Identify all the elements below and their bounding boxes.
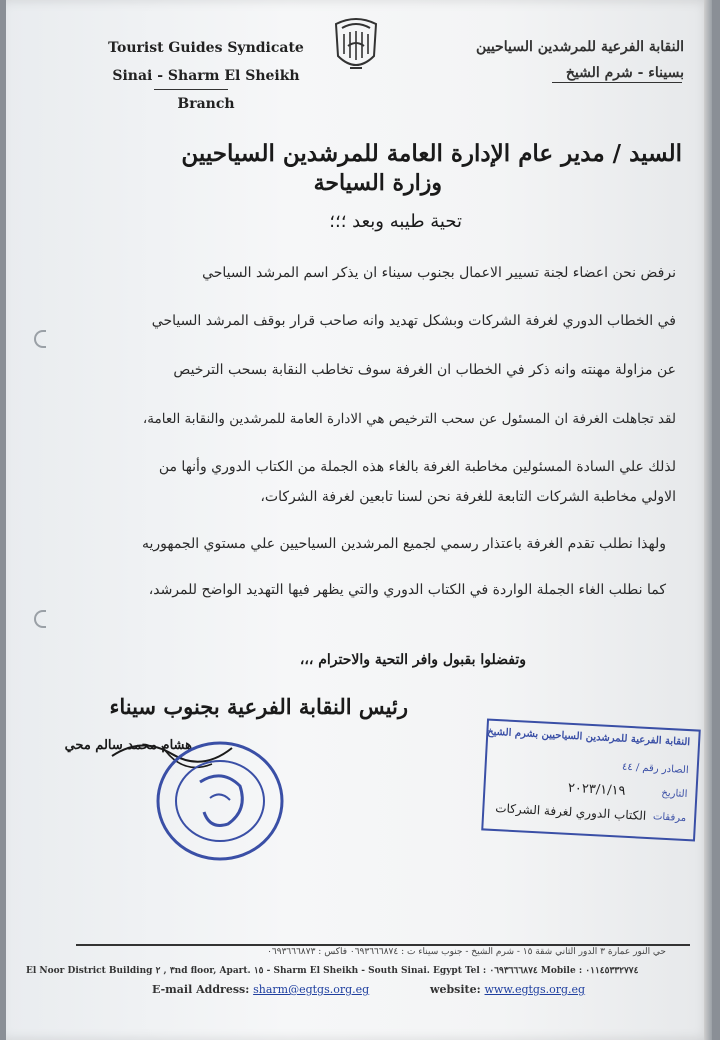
body-line: نرفض نحن اعضاء لجنة تسيير الاعمال بجنوب سيناء ان يذكر اسم المرشد السياحي	[202, 265, 676, 281]
stamp-attachments-value: الكتاب الدوري لغرفة الشركات	[494, 801, 647, 823]
body-line: الاولي مخاطبة الشركات التابعة للغرفة نحن لسنا تابعين لغرفة الشركات،	[260, 489, 676, 505]
stamp-org: النقابة الفرعية للمرشدين السياحيين بشرم الشيخ	[486, 726, 691, 749]
footer-email	[152, 983, 369, 996]
letterhead-underline	[154, 89, 228, 90]
body-line: ولهذا نطلب تقدم الغرفة باعتذار رسمي لجميع المرشدين السياحيين علي مستوي الجمهوريه	[141, 536, 666, 552]
body-line: عن مزاولة مهنته وانه ذكر في الخطاب ان الغرفة سوف تخاطب النقابة بسحب الترخيص	[173, 362, 676, 378]
body-line: لذلك علي السادة المسئولين مخاطبة الغرفة بالغاء هذه الجملة من الكتاب الدوري وأنها من	[158, 459, 676, 475]
letterhead-arabic-line1: النقابة الفرعية للمرشدين السياحيين	[475, 39, 684, 55]
page-edge	[704, 0, 712, 1040]
footer-address-english: El Noor District Building ٣ , ٢nd floor, Apart. ١٥ - Sharm El Sheikh - South Sinai. Egypt Tel : ٠٦٩٣٦٦٦٨٧٤ Mobile : ٠١١٤٥٣٣٢٧٧٤	[26, 966, 639, 976]
body-line: لقد تجاهلت الغرفة ان المسئول عن سحب الترخيص هي الادارة العامة للمرشدين والنقابة العامة،	[142, 411, 676, 427]
stamp-attachments-label: مرفقات	[652, 811, 687, 825]
signatory-name: هشام محمد سالم محي	[64, 738, 192, 753]
footer-rule	[76, 944, 690, 946]
stamp-date-label: التاريخ	[661, 787, 688, 801]
addressee-line2: وزارة السياحة	[313, 170, 442, 196]
greeting: تحية طيبه وبعد ؛؛؛	[329, 211, 462, 232]
punch-hole	[34, 610, 46, 628]
letterhead-english-line1: Tourist Guides Syndicate	[108, 40, 304, 56]
addressee-line1: السيد / مدير عام الإدارة العامة للمرشدين السياحيين	[181, 140, 682, 167]
footer-website	[430, 983, 585, 996]
closing: وتفضلوا بقبول وافر التحية والاحترام ،،،	[299, 652, 526, 668]
syndicate-emblem-icon	[328, 16, 384, 76]
email-label: E-mail Address:	[152, 983, 250, 996]
footer-address-arabic: حي النور عمارة ٣ الدور الثاني شقة ١٥ - شرم الشيخ - جنوب سيناء ت : ٠٦٩٣٦٦٦٨٧٤ فاكس : ٠٦٩٣٦٦٦٨٧٣	[267, 947, 666, 957]
letterhead-arabic-line2: بسيناء - شرم الشيخ	[565, 65, 684, 81]
letterhead-arabic	[444, 34, 684, 86]
incoming-stamp	[481, 718, 701, 841]
website-label: website:	[430, 983, 481, 996]
stamp-date-value: ٢٠٢٣/١/١٩	[567, 780, 626, 799]
stamp-number: الصادر رقم / ٤٤	[621, 761, 689, 777]
letterhead-english-line2: Sinai - Sharm El Sheikh Branch	[112, 68, 300, 112]
punch-hole	[34, 330, 46, 348]
website-link[interactable]: www.egtgs.org.eg	[484, 983, 586, 996]
letterhead-arabic-underline	[552, 82, 682, 83]
email-link[interactable]: sharm@egtgs.org.eg	[253, 983, 370, 996]
letterhead-english	[86, 34, 326, 118]
body-line: كما نطلب الغاء الجملة الواردة في الكتاب الدوري والتي يظهر فيها التهديد الواضح للمرشد،	[148, 582, 666, 598]
body-line: في الخطاب الدوري لغرفة الشركات وبشكل تهديد وانه صاحب قرار بوقف المرشد السياحي	[151, 313, 676, 329]
letter-page	[6, 0, 712, 1040]
signatory-title: رئيس النقابة الفرعية بجنوب سيناء	[109, 694, 408, 719]
seal-stamp-icon	[152, 738, 288, 864]
